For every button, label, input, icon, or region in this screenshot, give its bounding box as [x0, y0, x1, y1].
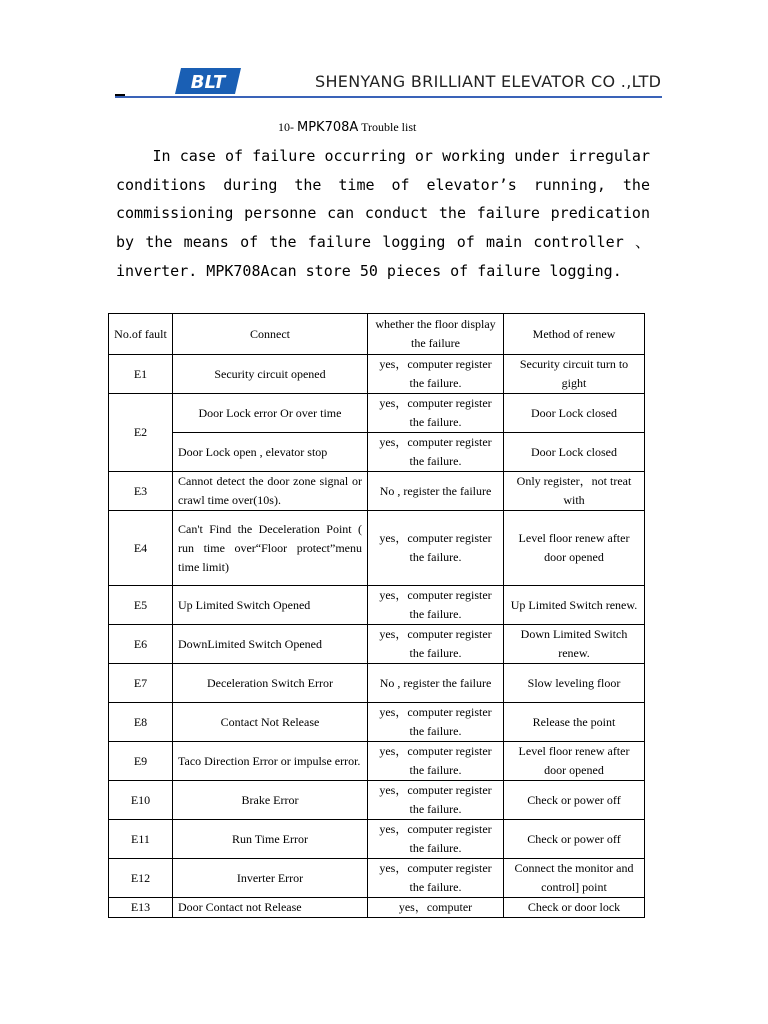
connect-cell: Deceleration Switch Error	[173, 664, 368, 703]
table-header-row	[109, 314, 645, 355]
header-connect: Connect	[173, 314, 368, 355]
table-row	[109, 625, 645, 664]
display-cell: yes，computer register the failure.	[368, 394, 504, 433]
trouble-list-table	[108, 313, 645, 918]
renew-cell: Slow leveling floor	[504, 664, 645, 703]
table-row	[109, 586, 645, 625]
renew-cell: Down Limited Switch renew.	[504, 625, 645, 664]
fault-code: E7	[109, 664, 173, 703]
header-renew: Method of renew	[504, 314, 645, 355]
connect-cell: DownLimited Switch Opened	[173, 625, 368, 664]
renew-cell: Level floor renew after door opened	[504, 511, 645, 586]
table-row	[109, 742, 645, 781]
header-rule	[115, 96, 662, 98]
section-number: 10-	[278, 120, 294, 134]
display-cell: No , register the failure	[368, 472, 504, 511]
blt-logo	[175, 68, 241, 94]
connect-cell: Security circuit opened	[173, 355, 368, 394]
renew-cell: Level floor renew after door opened	[504, 742, 645, 781]
connect-cell: Door Lock open , elevator stop	[173, 433, 368, 472]
fault-code: E8	[109, 703, 173, 742]
fault-code: E2	[109, 394, 173, 472]
fault-code: E10	[109, 781, 173, 820]
table-row	[109, 859, 645, 898]
header-display: whether the floor display the failure	[368, 314, 504, 355]
display-cell: yes，computer register the failure.	[368, 511, 504, 586]
fault-code: E6	[109, 625, 173, 664]
connect-cell: Door Lock error Or over time	[173, 394, 368, 433]
fault-code: E13	[109, 898, 173, 918]
connect-cell: Can't Find the Deceleration Point ( run time over“Floor protect”menu time limit)	[173, 511, 368, 586]
display-cell: yes，computer register the failure.	[368, 820, 504, 859]
display-cell: No , register the failure	[368, 664, 504, 703]
connect-cell: Contact Not Release	[173, 703, 368, 742]
display-cell: yes，computer register the failure.	[368, 433, 504, 472]
renew-cell: Only register，not treat with	[504, 472, 645, 511]
renew-cell: Door Lock closed	[504, 433, 645, 472]
table-row	[109, 703, 645, 742]
connect-cell: Door Contact not Release	[173, 898, 368, 918]
display-cell: yes，computer register the failure.	[368, 703, 504, 742]
table-row	[109, 781, 645, 820]
fault-code: E12	[109, 859, 173, 898]
fault-code: E5	[109, 586, 173, 625]
table-row	[109, 664, 645, 703]
table-row	[109, 820, 645, 859]
section-code: MPK708A	[297, 120, 359, 135]
connect-cell: Taco Direction Error or impulse error.	[173, 742, 368, 781]
table-row	[109, 511, 645, 586]
renew-cell: Security circuit turn to gight	[504, 355, 645, 394]
table-row	[109, 472, 645, 511]
renew-cell: Up Limited Switch renew.	[504, 586, 645, 625]
renew-cell: Check or power off	[504, 781, 645, 820]
connect-cell: Brake Error	[173, 781, 368, 820]
display-cell: yes，computer register the failure.	[368, 586, 504, 625]
table-row	[109, 433, 645, 472]
logo-text: BLT	[190, 72, 226, 93]
page-header	[115, 64, 662, 100]
display-cell: yes，computer register the failure.	[368, 859, 504, 898]
renew-cell: Connect the monitor and control] point	[504, 859, 645, 898]
connect-cell: Cannot detect the door zone signal or crawl time over(10s).	[173, 472, 368, 511]
renew-cell: Release the point	[504, 703, 645, 742]
connect-cell: Inverter Error	[173, 859, 368, 898]
header-fault: No.of fault	[109, 314, 173, 355]
section-title-text: Trouble list	[361, 120, 417, 134]
fault-code: E1	[109, 355, 173, 394]
renew-cell: Check or door lock	[504, 898, 645, 918]
connect-cell: Run Time Error	[173, 820, 368, 859]
section-title	[278, 120, 416, 135]
fault-code: E9	[109, 742, 173, 781]
table-row	[109, 355, 645, 394]
renew-cell: Door Lock closed	[504, 394, 645, 433]
table-row	[109, 394, 645, 433]
display-cell: yes，computer register the failure.	[368, 781, 504, 820]
table-row	[109, 898, 645, 918]
fault-code: E3	[109, 472, 173, 511]
display-cell: yes，computer register the failure.	[368, 625, 504, 664]
display-cell: yes，computer	[368, 898, 504, 918]
connect-cell: Up Limited Switch Opened	[173, 586, 368, 625]
renew-cell: Check or power off	[504, 820, 645, 859]
display-cell: yes，computer register the failure.	[368, 355, 504, 394]
fault-code: E4	[109, 511, 173, 586]
company-name: SHENYANG BRILLIANT ELEVATOR CO .,LTD	[315, 72, 662, 91]
intro-paragraph: In case of failure occurring or working under irregular conditions during the time of elevator’s running, the commissioning personne can conduct the failure predication by the means of the failure logging of main controller 、inverter. MPK708Acan store 50 pieces of failure logging.	[116, 147, 660, 280]
display-cell: yes，computer register the failure.	[368, 742, 504, 781]
fault-code: E11	[109, 820, 173, 859]
header-mark	[115, 94, 125, 96]
